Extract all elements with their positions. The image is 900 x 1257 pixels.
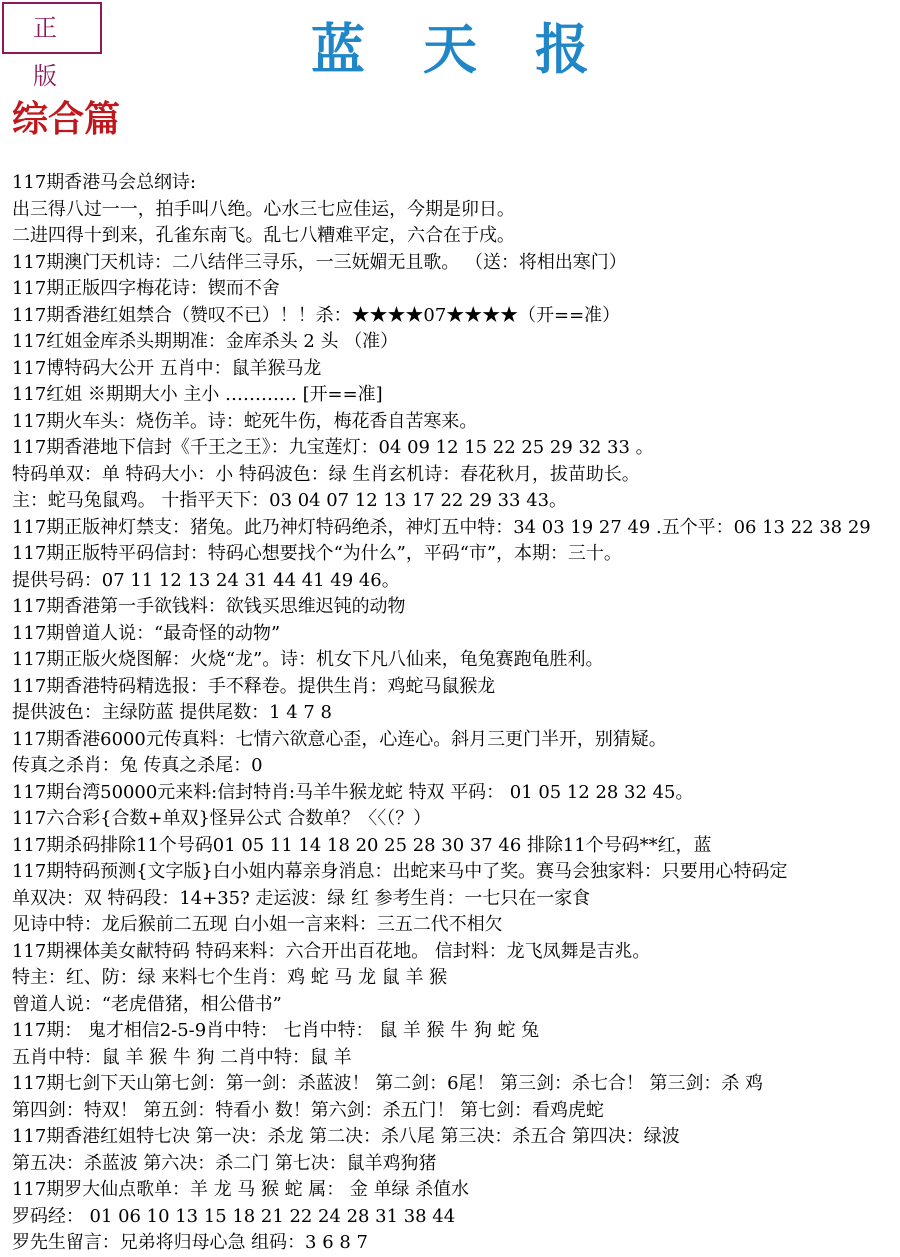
- text-line: 117期香港6000元传真料：七情六欲意心歪，心连心。斜月三更门半开，别猜疑。: [12, 728, 667, 750]
- text-line: 提供波色：主绿防蓝 提供尾数：1 4 7 8: [12, 702, 332, 723]
- text-line: 117期： 鬼才相信2-5-9肖中特： 七肖中特： 鼠 羊 猴 牛 狗 蛇 兔: [12, 1020, 540, 1041]
- text-line: 117期裸体美女献特码 特码来料：六合开出百花地。 信封料：龙飞凤舞是吉兆。: [12, 940, 651, 962]
- text-block: [12, 170, 898, 1257]
- text-line: 特主：红、防：绿 来料七个生肖：鸡 蛇 马 龙 鼠 羊 猴: [12, 967, 448, 988]
- text-line: 117红姐金库杀头期期准：金库杀头 2 头 （准）: [12, 331, 399, 352]
- text-line: 主：蛇马兔鼠鸡。 十指平天下：03 04 07 12 13 17 22 29 33 43。: [12, 490, 568, 511]
- text-line: 117期台湾50000元来料:信封特肖:马羊牛猴龙蛇 特双 平码： 01 05 12 28 32 45。: [12, 781, 694, 803]
- text-line: 117期香港地下信封《千王之王》：九宝莲灯：04 09 12 15 22 25 29 32 33 。: [12, 437, 654, 458]
- text-line: 117期香港第一手欲钱料：欲钱买思维迟钝的动物: [12, 596, 406, 617]
- text-line: 117六合彩{合数+单双}怪异公式 合数单？〈〈（？）: [12, 808, 432, 829]
- text-line: 二进四得十到来，孔雀东南飞。乱七八糟难平定，六合在于戌。: [12, 225, 515, 246]
- text-line: 见诗中特：龙后猴前二五现 白小姐一言来料：三五二代不相欠: [12, 914, 503, 935]
- text-line: 117博特码大公开 五肖中：鼠羊猴马龙: [12, 357, 322, 379]
- section-heading: 综合篇: [12, 99, 121, 140]
- text-line: 第四剑：特双！ 第五剑：特看小 数！第六剑：杀五门！ 第七剑：看鸡虎蛇: [12, 1099, 604, 1121]
- text-line: 117期正版特平码信封：特码心想要找个“为什么”，平码“市”，本期：三十。: [12, 543, 622, 564]
- text-line: 117期正版四字梅花诗：锲而不舍: [12, 278, 280, 299]
- edition-badge: 正 版: [2, 2, 102, 54]
- text-line: 117期香港红姐禁合（赞叹不已）！！杀：★★★★07★★★★（开==准）: [12, 304, 621, 326]
- text-line: 特码单双：单 特码大小：小 特码波色：绿 生肖玄机诗：春花秋月，拔苗助长。: [12, 463, 640, 485]
- text-line: 117期香港红姐特七决 第一决：杀龙 第二决：杀八尾 第三决：杀五合 第四决：绿波: [12, 1126, 680, 1147]
- text-line: 117红姐 ※期期大小 主小 ………… [开==准]: [12, 384, 383, 405]
- text-line: 117期曾道人说：“最奇怪的动物”: [12, 622, 281, 644]
- text-line: 117期特码预测{文字版}白小姐内幕亲身消息：出蛇来马中了奖。赛马会独家料：只要用心特码定: [12, 861, 788, 882]
- text-line: 117期七剑下天山第七剑：第一剑：杀蓝波！ 第二剑：6尾！ 第三剑：杀七合！ 第三剑：杀 鸡: [12, 1073, 764, 1094]
- text-line: 117期罗大仙点歌单：羊 龙 马 猴 蛇 属： 金 单绿 杀值水: [12, 1179, 470, 1200]
- text-line: 117期杀码排除11个号码01 05 11 14 18 20 25 28 30 37 46 排除11个号码**红，蓝: [12, 834, 712, 856]
- text-line: 出三得八过一一，拍手叫八绝。心水三七应佳运，今期是卯日。: [12, 198, 515, 220]
- text-line: 罗码经： 01 06 10 13 15 18 21 22 24 28 31 38 44: [12, 1205, 456, 1227]
- text-line: 曾道人说：“老虎借猪，相公借书”: [12, 993, 282, 1015]
- text-line: 117期香港马会总纲诗:: [12, 172, 197, 193]
- text-line: 117期火车头：烧伤羊。诗：蛇死牛伤，梅花香自苦寒来。: [12, 410, 478, 432]
- text-line: 117期正版火烧图解：火烧“龙”。诗：机女下凡八仙来，龟兔赛跑龟胜利。: [12, 649, 604, 670]
- text-line: 提供号码：07 11 12 13 24 31 44 41 49 46。: [12, 569, 400, 591]
- text-line: 五肖中特：鼠 羊 猴 牛 狗 二肖中特：鼠 羊: [12, 1046, 352, 1068]
- text-line: 117期香港特码精选报：手不释卷。提供生肖：鸡蛇马鼠猴龙: [12, 675, 496, 697]
- text-line: 罗先生留言：兄弟将归母心急 组码：3 6 8 7: [12, 1232, 368, 1253]
- text-line: 单双决：双 特码段：14+35? 走运波：绿 红 参考生肖：一七只在一家食: [12, 887, 591, 909]
- text-line: 传真之杀肖：兔 传真之杀尾：0: [12, 755, 263, 776]
- text-line: 117期正版神灯禁支：猪兔。此乃神灯特码绝杀，神灯五中特：34 03 19 27 49 .五个平：06 13 22 38 29: [12, 516, 871, 538]
- text-line: 117期澳门天机诗：二八结伴三寻乐，一三妩媚无且歌。 （送：将相出寒门）: [12, 251, 627, 273]
- newspaper-title: 蓝天报: [311, 18, 647, 81]
- text-line: 第五决：杀蓝波 第六决：杀二门 第七决：鼠羊鸡狗猪: [12, 1152, 437, 1174]
